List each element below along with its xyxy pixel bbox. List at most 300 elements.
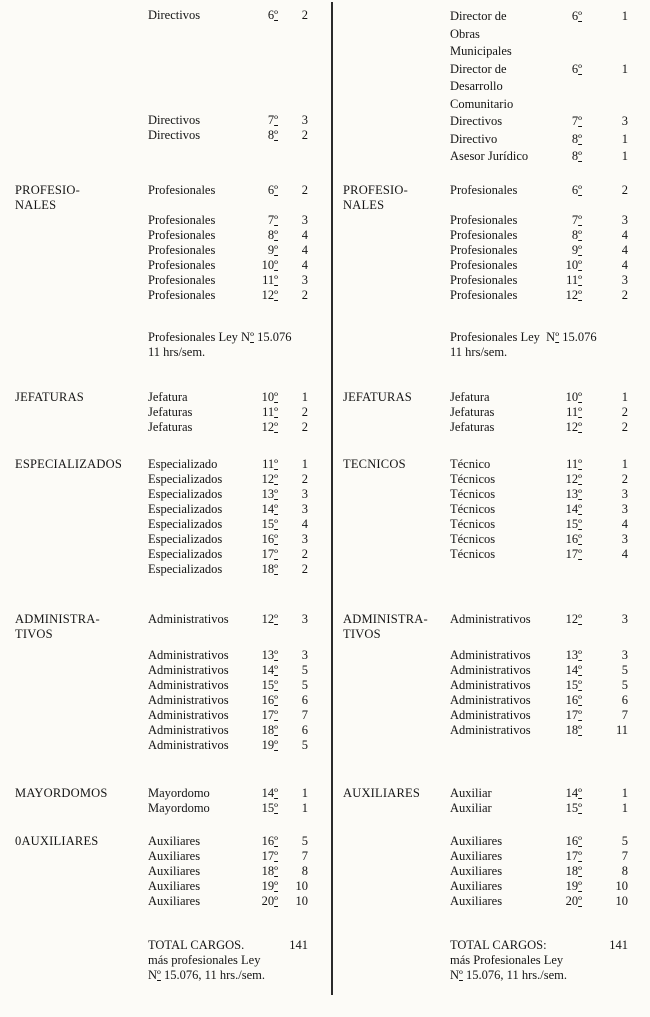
role-line: Técnicos: [450, 517, 496, 531]
grade-cell: 8º: [571, 131, 582, 146]
rows-group: [450, 8, 628, 166]
role-line: Auxiliares: [450, 864, 503, 878]
role-line: Auxiliares: [450, 894, 503, 908]
table-row: [148, 487, 308, 502]
count-cell: 3: [301, 113, 308, 127]
table-row: [148, 648, 308, 663]
count-cell: 4: [301, 258, 308, 272]
role-cell: [450, 288, 550, 303]
count-cell: 5: [301, 834, 308, 848]
role-cell: [148, 213, 248, 228]
grade-cell: 12º: [261, 420, 278, 434]
grade-cell: 16º: [261, 834, 278, 848]
count-cell: 2: [621, 405, 628, 419]
table-row: [148, 457, 308, 472]
total-row: [450, 938, 628, 953]
table-row: [148, 243, 308, 258]
role-cell: [450, 243, 550, 258]
role-line: Administrativos: [148, 723, 229, 737]
count-cell: 4: [301, 228, 308, 242]
role-line: Administrativos: [148, 663, 229, 677]
category-line: ADMINISTRA-: [343, 612, 428, 626]
rows-group: [148, 938, 308, 983]
table-row: [450, 532, 628, 547]
count-cell: 2: [301, 8, 308, 22]
role-line: Administrativos: [450, 723, 531, 737]
role-line: Profesionales: [450, 228, 518, 242]
role-cell: [148, 457, 248, 472]
note-line: Nº 15.076, 11 hrs./sem.: [148, 968, 265, 982]
table-row: [148, 693, 308, 708]
table-row: [148, 663, 308, 678]
role-cell: [450, 420, 550, 435]
grade-cell: 18º: [565, 723, 582, 737]
role-line: Administrativos: [450, 648, 531, 662]
rows-group: [148, 612, 308, 753]
grade-cell: 11º: [262, 273, 278, 287]
role-line: Especializados: [148, 472, 223, 486]
section-administrativos: [343, 612, 628, 738]
role-line: Profesionales: [450, 183, 518, 197]
category-line: PROFESIO-: [343, 183, 409, 197]
section-profnote: [343, 330, 628, 360]
count-cell: 3: [621, 532, 628, 546]
count-cell: 5: [621, 663, 628, 677]
count-cell: 1: [301, 457, 308, 471]
role-line: Asesor Jurídico: [450, 149, 529, 163]
role-cell: [450, 678, 550, 693]
role-line: Profesionales: [450, 243, 518, 257]
grade-cell: 18º: [261, 562, 278, 576]
table-row: [148, 801, 308, 816]
role-line: Profesionales: [450, 213, 518, 227]
grade-cell: 18º: [261, 723, 278, 737]
role-cell: [148, 502, 248, 517]
role-cell: [148, 693, 248, 708]
role-line: Profesionales: [450, 288, 518, 302]
rows-group: [148, 457, 308, 577]
count-cell: 1: [301, 786, 308, 800]
role-line: Administrativos: [450, 708, 531, 722]
section-profesionales: [343, 183, 628, 303]
count-cell: 2: [621, 183, 628, 197]
grade-cell: 12º: [261, 612, 278, 626]
note-line: 11 hrs/sem.: [148, 345, 206, 359]
count-cell: 2: [301, 288, 308, 302]
grade-cell: 11º: [566, 405, 582, 419]
table-row: [450, 678, 628, 693]
section-total: [343, 938, 628, 983]
role-cell: [148, 723, 248, 738]
count-cell: 3: [301, 532, 308, 546]
total-label: TOTAL CARGOS:: [450, 938, 547, 952]
role-cell: [450, 801, 550, 816]
role-cell: [148, 517, 248, 532]
role-cell: [450, 612, 550, 627]
count-cell: 6: [621, 693, 628, 707]
role-cell: [450, 213, 550, 228]
role-line: Mayordomo: [148, 786, 210, 800]
role-cell: [450, 879, 550, 894]
grade-cell: 10º: [565, 390, 582, 404]
role-line: Especializados: [148, 487, 223, 501]
grade-cell: 6º: [267, 183, 278, 197]
grade-cell: 12º: [565, 612, 582, 626]
count-cell: 2: [621, 288, 628, 302]
table-row: [148, 723, 308, 738]
role-line: Profesionales: [148, 228, 216, 242]
table-row: [148, 708, 308, 723]
count-cell: 6: [301, 723, 308, 737]
note-line: 11 hrs/sem.: [450, 345, 508, 359]
count-cell: 1: [621, 801, 628, 815]
category-label: [343, 457, 406, 472]
role-line: Administrativos: [450, 663, 531, 677]
grade-cell: 12º: [565, 420, 582, 434]
role-line: Administrativos: [148, 678, 229, 692]
total-value: 141: [289, 938, 308, 952]
count-cell: 1: [621, 786, 628, 800]
role-line: Directivos: [450, 114, 503, 128]
grade-cell: 7º: [267, 213, 278, 227]
role-line: Profesionales: [148, 243, 216, 257]
role-cell: [148, 894, 248, 909]
role-cell: [148, 420, 248, 435]
category-label: [15, 834, 98, 849]
count-cell: 5: [301, 738, 308, 752]
count-cell: 3: [621, 213, 628, 227]
count-cell: 2: [301, 183, 308, 197]
table-row: [450, 131, 628, 149]
role-cell: [148, 663, 248, 678]
grade-cell: 16º: [261, 532, 278, 546]
count-cell: 1: [301, 801, 308, 815]
rows-group: [148, 786, 308, 816]
role-line: Especializados: [148, 562, 223, 576]
count-cell: 5: [301, 663, 308, 677]
grade-cell: 13º: [565, 487, 582, 501]
grade-cell: 13º: [261, 487, 278, 501]
table-row: [450, 879, 628, 894]
role-line: Técnicos: [450, 547, 496, 561]
grade-cell: 17º: [565, 547, 582, 561]
role-line: Auxiliares: [148, 894, 201, 908]
role-cell: [450, 258, 550, 273]
role-cell: [148, 472, 248, 487]
section-profnote: [15, 330, 308, 360]
role-cell: [148, 487, 248, 502]
role-cell: [148, 864, 248, 879]
role-cell: [148, 612, 248, 627]
role-cell: [450, 693, 550, 708]
grade-cell: 18º: [565, 864, 582, 878]
count-cell: 3: [621, 114, 628, 128]
rows-group: [450, 330, 628, 360]
category-line: TIVOS: [343, 627, 381, 641]
table-row: [148, 786, 308, 801]
rows-group: [450, 390, 628, 435]
table-row: [450, 390, 628, 405]
category-line: JEFATURAS: [343, 390, 412, 404]
section-auxiliares: [15, 834, 308, 909]
role-cell: [148, 786, 248, 801]
table-row: [148, 517, 308, 532]
role-line: Comunitario: [450, 96, 514, 111]
grade-cell: 15º: [565, 517, 582, 531]
role-line: Director de: [450, 61, 507, 76]
role-cell: [450, 864, 550, 879]
count-cell: 1: [621, 149, 628, 163]
grade-cell: 11º: [262, 457, 278, 471]
count-cell: 5: [621, 834, 628, 848]
table-row: [450, 405, 628, 420]
count-cell: 10: [295, 879, 308, 893]
count-cell: 3: [621, 648, 628, 662]
role-cell: [450, 405, 550, 420]
count-cell: 4: [621, 228, 628, 242]
count-cell: 4: [621, 517, 628, 531]
table-row: [148, 502, 308, 517]
table-row: [148, 228, 308, 243]
table-row: [450, 663, 628, 678]
role-cell: [450, 849, 550, 864]
role-line: Profesionales: [148, 288, 216, 302]
role-line: Administrativos: [148, 612, 229, 626]
role-cell: [148, 879, 248, 894]
table-row: [450, 183, 628, 198]
role-line: Desarrollo: [450, 79, 503, 93]
count-cell: 2: [301, 128, 308, 142]
table-row: [450, 612, 628, 627]
table-row: [148, 8, 308, 23]
section-jefaturas: [343, 390, 628, 435]
count-cell: 2: [301, 472, 308, 486]
rows-group: [450, 938, 628, 983]
total-row: [148, 938, 308, 953]
table-row: [450, 648, 628, 663]
role-line: Auxiliares: [450, 879, 503, 893]
note-line: Profesionales Ley Nº 15.076: [450, 330, 597, 344]
role-line: Especializados: [148, 532, 223, 546]
section-auxiliares: [343, 786, 628, 909]
rows-group: [148, 390, 308, 435]
grade-cell: 11º: [566, 457, 582, 471]
grade-cell: 17º: [565, 708, 582, 722]
grade-cell: 14º: [261, 502, 278, 516]
rows-group: [148, 834, 308, 909]
category-line: AUXILIARES: [343, 786, 420, 800]
table-row: [450, 61, 628, 114]
table-row: [148, 864, 308, 879]
table-row: [148, 738, 308, 753]
role-line: Administrativos: [450, 612, 531, 626]
role-cell: [148, 849, 248, 864]
role-line: Profesionales: [148, 183, 216, 197]
grade-cell: 19º: [261, 738, 278, 752]
role-cell: [450, 472, 550, 487]
role-line: Directivos: [148, 128, 201, 142]
count-cell: 2: [301, 547, 308, 561]
role-cell: [148, 532, 248, 547]
role-cell: [148, 243, 248, 258]
role-cell: [148, 738, 248, 753]
rows-group: [148, 8, 308, 143]
table-row: [450, 723, 628, 738]
grade-cell: 7º: [267, 113, 278, 127]
table-row: [148, 849, 308, 864]
role-line: Técnicos: [450, 487, 496, 501]
count-cell: 2: [301, 405, 308, 419]
category-line: 0AUXILIARES: [15, 834, 99, 848]
table-row: [148, 113, 308, 128]
role-cell: [450, 131, 550, 149]
grade-cell: 14º: [565, 663, 582, 677]
table-row: [450, 693, 628, 708]
grade-cell: 7º: [571, 213, 582, 227]
role-cell: [450, 834, 550, 849]
grade-cell: 16º: [565, 532, 582, 546]
table-row: [450, 288, 628, 303]
role-cell: [450, 61, 550, 114]
role-line: Técnicos: [450, 502, 496, 516]
role-line: Especializados: [148, 547, 223, 561]
role-line: Profesionales: [148, 213, 216, 227]
role-cell: [450, 183, 550, 198]
category-line: MAYORDOMOS: [15, 786, 108, 800]
role-line: Auxiliares: [148, 849, 201, 863]
grade-cell: 11º: [262, 405, 278, 419]
count-cell: 1: [621, 9, 628, 23]
role-line: Auxiliar: [450, 786, 492, 800]
count-cell: 4: [621, 547, 628, 561]
role-line: Director de: [450, 9, 507, 23]
count-cell: 1: [301, 390, 308, 404]
count-cell: 5: [301, 678, 308, 692]
note-line: Profesionales Ley Nº 15.076: [148, 330, 292, 344]
table-row: [148, 678, 308, 693]
role-cell: [450, 547, 550, 562]
total-label: TOTAL CARGOS.: [148, 938, 245, 952]
table-row: [450, 502, 628, 517]
table-row: [450, 547, 628, 562]
role-cell: [148, 183, 248, 198]
table-row: [148, 273, 308, 288]
grade-cell: 11º: [566, 273, 582, 287]
role-line: Auxiliar: [450, 801, 492, 815]
count-cell: 3: [301, 612, 308, 626]
role-line: Técnicos: [450, 472, 496, 486]
category-label: [15, 786, 108, 801]
column-left: [15, 0, 308, 1017]
total-value: 141: [609, 938, 628, 952]
role-cell: [148, 128, 248, 143]
role-line: Profesionales: [450, 258, 518, 272]
table-row: [450, 864, 628, 879]
table-row: [450, 420, 628, 435]
role-cell: [148, 258, 248, 273]
role-cell: [148, 562, 248, 577]
category-line: ESPECIALIZADOS: [15, 457, 122, 471]
grade-cell: 13º: [565, 648, 582, 662]
table-row: [148, 562, 308, 577]
role-line: Profesionales: [148, 273, 216, 287]
table-row: [148, 183, 308, 198]
table-row: [148, 128, 308, 143]
count-cell: 2: [301, 562, 308, 576]
grade-cell: 15º: [261, 801, 278, 815]
section-administrativos: [15, 612, 308, 753]
table-row: [450, 517, 628, 532]
table-row: [148, 213, 308, 228]
table-row: [450, 834, 628, 849]
count-cell: 3: [301, 213, 308, 227]
grade-cell: 6º: [571, 9, 582, 23]
grade-cell: 10º: [261, 258, 278, 272]
role-cell: [450, 532, 550, 547]
section-tecnicos: [343, 457, 628, 562]
grade-cell: 18º: [261, 864, 278, 878]
grade-cell: 8º: [571, 149, 582, 163]
grade-cell: 15º: [565, 678, 582, 692]
grade-cell: 6º: [267, 8, 278, 22]
role-line: Administrativos: [148, 648, 229, 662]
grade-cell: 9º: [571, 243, 582, 257]
role-line: Auxiliares: [450, 849, 503, 863]
category-label: [343, 612, 428, 642]
role-line: Técnico: [450, 457, 491, 471]
count-cell: 7: [301, 849, 308, 863]
role-cell: [148, 288, 248, 303]
role-line: Jefaturas: [450, 420, 495, 434]
count-cell: 3: [621, 273, 628, 287]
rows-group: [148, 183, 308, 303]
grade-cell: 8º: [267, 128, 278, 142]
count-cell: 1: [621, 131, 628, 146]
role-line: Administrativos: [148, 693, 229, 707]
count-cell: 3: [621, 612, 628, 626]
count-cell: 4: [621, 258, 628, 272]
count-cell: 6: [301, 693, 308, 707]
role-line: Administrativos: [148, 738, 229, 752]
section-especializados: [15, 457, 308, 577]
grade-cell: 14º: [565, 502, 582, 516]
grade-cell: 13º: [261, 648, 278, 662]
role-cell: [148, 113, 248, 128]
role-cell: [148, 405, 248, 420]
table-row: [450, 148, 628, 166]
count-cell: 4: [301, 243, 308, 257]
note-line: más profesionales Ley: [148, 953, 261, 967]
table-row: [450, 258, 628, 273]
table-row: [148, 547, 308, 562]
grade-cell: 17º: [261, 547, 278, 561]
grade-cell: 12º: [261, 288, 278, 302]
role-line: Directivos: [148, 113, 201, 127]
grade-cell: 7º: [571, 114, 582, 128]
table-row: [450, 849, 628, 864]
count-cell: 2: [621, 420, 628, 434]
count-cell: 1: [621, 61, 628, 76]
role-line: Profesionales: [148, 258, 216, 272]
category-label: [343, 183, 408, 213]
grade-cell: 16º: [565, 693, 582, 707]
table-row: [148, 420, 308, 435]
role-line: Municipales: [450, 44, 512, 58]
table-row: [148, 405, 308, 420]
count-cell: 11: [615, 723, 628, 737]
grade-cell: 17º: [261, 849, 278, 863]
column-divider-line: [331, 2, 333, 995]
